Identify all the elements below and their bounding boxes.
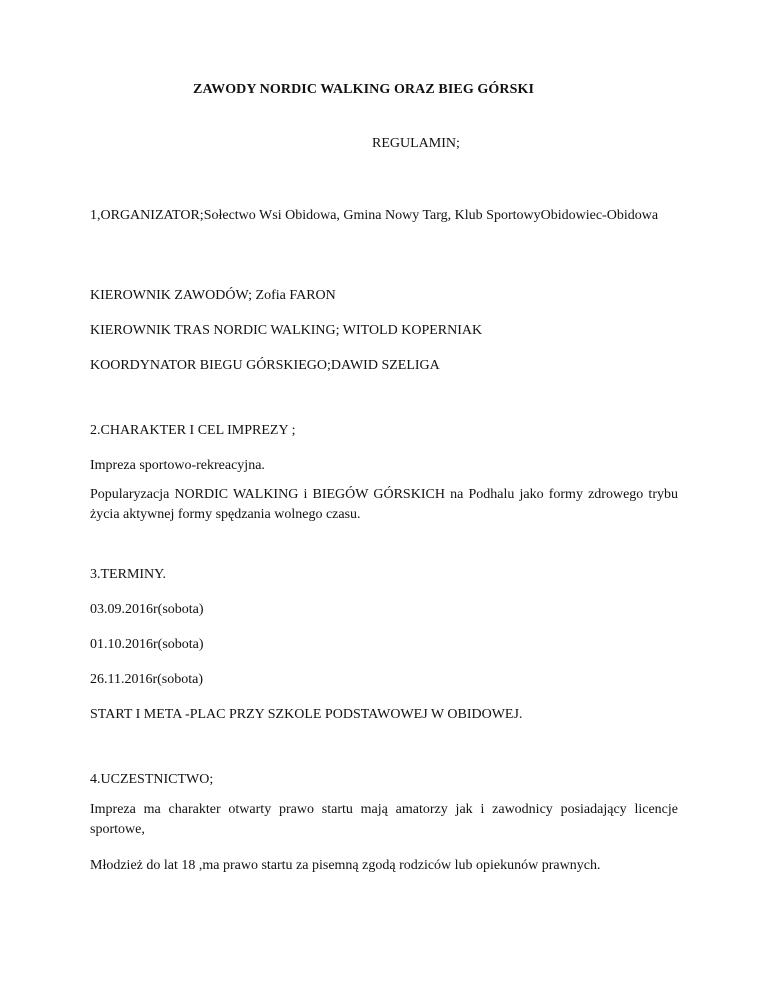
route-manager-line: KIEROWNIK TRAS NORDIC WALKING; WITOLD KOPERNIAK — [90, 323, 483, 338]
section-2-paragraph-2: Popularyzacja NORDIC WALKING i BIEGÓW GÓRSKICH na Podhalu jako formy zdrowego trybu życia aktywnej formy spędzania wolnego czasu. — [90, 487, 678, 522]
date-item: 01.10.2016r(sobota) — [90, 637, 204, 652]
section-3-heading: 3.TERMINY. — [90, 567, 166, 582]
competition-director-line: KIEROWNIK ZAWODÓW; Zofia FARON — [90, 288, 336, 303]
section-4-paragraph-1: Impreza ma charakter otwarty prawo startu mają amatorzy jak i zawodnicy posiadający licencje sportowe, — [90, 802, 678, 837]
date-item: 26.11.2016r(sobota) — [90, 672, 204, 687]
document-subtitle: REGULAMIN; — [372, 136, 460, 151]
section-4-paragraph-2: Młodzież do lat 18 ,ma prawo startu za pisemną zgodą rodziców lub opiekunów prawnych. — [90, 858, 601, 873]
organizer-paragraph: 1,ORGANIZATOR;Sołectwo Wsi Obidowa, Gmina Nowy Targ, Klub SportowyObidowiec-Obidowa — [90, 208, 659, 223]
mountain-run-coordinator-line: KOORDYNATOR BIEGU GÓRSKIEGO;DAWID SZELIGA — [90, 358, 440, 373]
section-2-heading: 2.CHARAKTER I CEL IMPREZY ; — [90, 423, 296, 438]
section-4-heading: 4.UCZESTNICTWO; — [90, 772, 214, 787]
section-2-paragraph-1: Impreza sportowo-rekreacyjna. — [90, 458, 265, 473]
date-item: 03.09.2016r(sobota) — [90, 602, 204, 617]
document-title: ZAWODY NORDIC WALKING ORAZ BIEG GÓRSKI — [193, 82, 535, 97]
start-finish-location: START I META -PLAC PRZY SZKOLE PODSTAWOWEJ W OBIDOWEJ. — [90, 707, 523, 722]
